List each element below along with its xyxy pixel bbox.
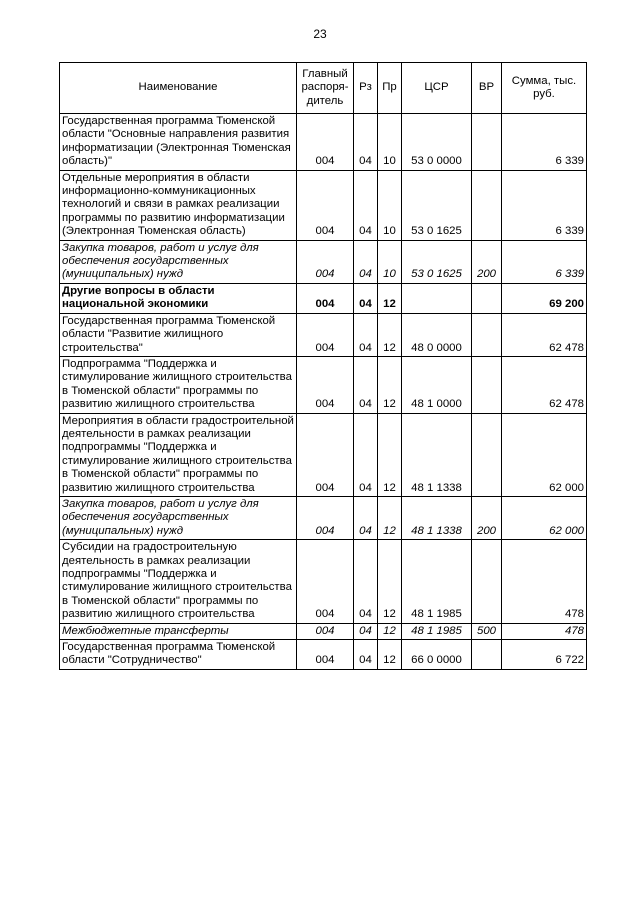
cell-csr: 53 0 0000 (402, 114, 472, 171)
cell-rz: 04 (354, 413, 378, 496)
cell-vr (472, 413, 502, 496)
table-row (60, 170, 587, 240)
cell-pr: 12 (378, 540, 402, 623)
cell-rz: 04 (354, 283, 378, 313)
cell-vr: 200 (472, 240, 502, 283)
budget-table (59, 62, 587, 670)
table-row (60, 356, 587, 413)
cell-vr (472, 313, 502, 356)
cell-main-manager: 004 (297, 240, 354, 283)
cell-csr: 48 1 1985 (402, 540, 472, 623)
cell-sum: 478 (502, 623, 587, 639)
cell-main-manager: 004 (297, 640, 354, 670)
cell-sum: 478 (502, 540, 587, 623)
cell-main-manager: 004 (297, 356, 354, 413)
cell-main-manager: 004 (297, 413, 354, 496)
cell-main-manager: 004 (297, 283, 354, 313)
cell-pr: 12 (378, 313, 402, 356)
table-row (60, 240, 587, 283)
cell-name: Государственная программа Тюменской области "Сотрудничество" (60, 640, 297, 670)
cell-pr: 10 (378, 240, 402, 283)
header-pr: Пр (378, 63, 402, 114)
cell-sum: 6 339 (502, 114, 587, 171)
cell-rz: 04 (354, 496, 378, 539)
cell-pr: 10 (378, 170, 402, 240)
cell-sum: 6 339 (502, 170, 587, 240)
table-row (60, 540, 587, 623)
cell-pr: 12 (378, 413, 402, 496)
cell-vr (472, 283, 502, 313)
cell-pr: 12 (378, 640, 402, 670)
cell-sum: 62 000 (502, 413, 587, 496)
cell-sum: 6 722 (502, 640, 587, 670)
cell-main-manager: 004 (297, 170, 354, 240)
cell-name: Подпрограмма "Поддержка и стимулирование жилищного строительства в Тюменской области" программы по развитию жилищного строительства (60, 356, 297, 413)
cell-vr (472, 540, 502, 623)
cell-sum: 62 478 (502, 313, 587, 356)
page-number: 23 (313, 27, 327, 41)
header-sum: Сумма, тыс. руб. (502, 63, 587, 114)
cell-csr: 48 1 1985 (402, 623, 472, 639)
header-rz: Рз (354, 63, 378, 114)
table-row (60, 496, 587, 539)
cell-sum: 62 478 (502, 356, 587, 413)
cell-sum: 6 339 (502, 240, 587, 283)
cell-csr: 53 0 1625 (402, 170, 472, 240)
table-row (60, 413, 587, 496)
cell-sum: 69 200 (502, 283, 587, 313)
cell-main-manager: 004 (297, 114, 354, 171)
header-name: Наименование (60, 63, 297, 114)
cell-main-manager: 004 (297, 540, 354, 623)
cell-pr: 12 (378, 496, 402, 539)
cell-rz: 04 (354, 623, 378, 639)
cell-csr (402, 283, 472, 313)
cell-sum: 62 000 (502, 496, 587, 539)
cell-rz: 04 (354, 240, 378, 283)
table-row (60, 114, 587, 171)
cell-name: Межбюджетные трансферты (60, 623, 297, 639)
cell-rz: 04 (354, 640, 378, 670)
cell-csr: 53 0 1625 (402, 240, 472, 283)
cell-csr: 48 1 0000 (402, 356, 472, 413)
header-main-manager: Главный распоря-дитель (297, 63, 354, 114)
cell-csr: 48 1 1338 (402, 496, 472, 539)
cell-name: Государственная программа Тюменской области "Развитие жилищного строительства" (60, 313, 297, 356)
cell-vr (472, 356, 502, 413)
header-vr: ВР (472, 63, 502, 114)
table-row (60, 313, 587, 356)
cell-vr: 200 (472, 496, 502, 539)
table-header-row (60, 63, 587, 114)
cell-main-manager: 004 (297, 313, 354, 356)
header-csr: ЦСР (402, 63, 472, 114)
cell-name: Государственная программа Тюменской области "Основные направления развития информатизации (Электронная Тюменская область)" (60, 114, 297, 171)
cell-name: Субсидии на градостроительную деятельность в рамках реализации подпрограммы "Поддержка и стимулирование жилищного строительства в Тюменской области" программы по развитию жилищного строительства (60, 540, 297, 623)
cell-name: Мероприятия в области градостроительной деятельности в рамках реализации подпрограммы "Поддержка и стимулирование жилищного строительства в Тюменской области" программы по развитию жилищного строительства (60, 413, 297, 496)
cell-csr: 48 0 0000 (402, 313, 472, 356)
cell-pr: 12 (378, 623, 402, 639)
table-row (60, 640, 587, 670)
cell-vr: 500 (472, 623, 502, 639)
cell-name: Другие вопросы в области национальной экономики (60, 283, 297, 313)
cell-rz: 04 (354, 540, 378, 623)
cell-main-manager: 004 (297, 496, 354, 539)
cell-csr: 48 1 1338 (402, 413, 472, 496)
cell-main-manager: 004 (297, 623, 354, 639)
cell-rz: 04 (354, 356, 378, 413)
cell-vr (472, 114, 502, 171)
table-row (60, 283, 587, 313)
cell-name: Отдельные мероприятия в области информационно-коммуникационных технологий и связи в рамках реализации программы по развитию информатизации (Электронная Тюменская область) (60, 170, 297, 240)
cell-name: Закупка товаров, работ и услуг для обеспечения государственных (муниципальных) нужд (60, 496, 297, 539)
cell-vr (472, 170, 502, 240)
table-row (60, 623, 587, 639)
cell-pr: 12 (378, 356, 402, 413)
cell-rz: 04 (354, 170, 378, 240)
cell-name: Закупка товаров, работ и услуг для обеспечения государственных (муниципальных) нужд (60, 240, 297, 283)
cell-vr (472, 640, 502, 670)
cell-csr: 66 0 0000 (402, 640, 472, 670)
cell-pr: 10 (378, 114, 402, 171)
cell-pr: 12 (378, 283, 402, 313)
cell-rz: 04 (354, 313, 378, 356)
cell-rz: 04 (354, 114, 378, 171)
